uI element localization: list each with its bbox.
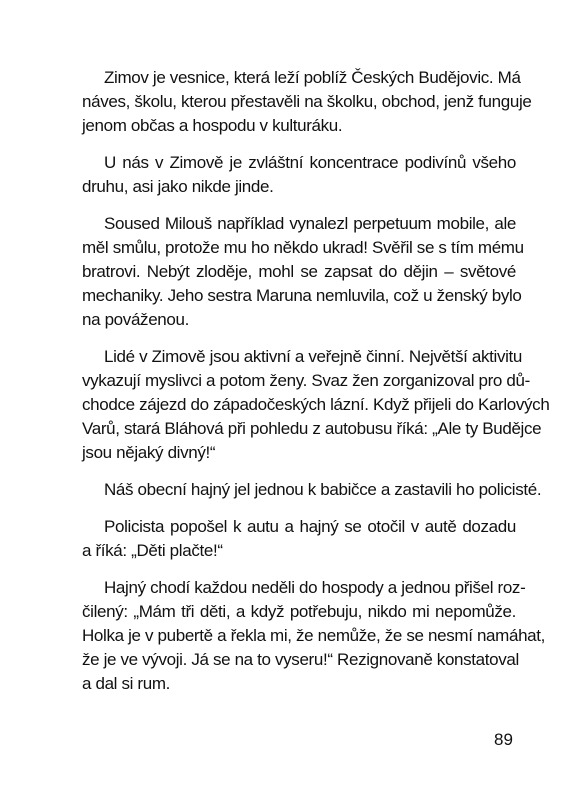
page-number: 89 xyxy=(494,730,513,749)
text-line: Policista popošel k autu a hajný se otočil v autě dozadu xyxy=(104,517,516,536)
text-line: měl smůlu, protože mu ho někdo ukrad! Svěřil se s tím mému xyxy=(82,238,524,257)
text-line: Hajný chodí každou neděli do hospody a jednou přišel roz- xyxy=(104,578,526,597)
body-text xyxy=(82,66,550,709)
text-line: a říká: „Děti plačte!“ xyxy=(82,541,223,560)
paragraph xyxy=(82,576,546,696)
text-line: jenom občas a hospodu v kulturáku. xyxy=(82,116,343,135)
text-line: druhu, asi jako nikde jinde. xyxy=(82,177,274,196)
text-line: bratrovi. Nebýt zloděje, mohl se zapsat do dějin – světové xyxy=(82,262,516,281)
text-line: Lidé v Zimově jsou aktivní a veřejně činní. Největší aktivitu xyxy=(104,347,523,366)
text-line: na pováženou. xyxy=(82,310,189,329)
paragraph xyxy=(82,66,532,138)
paragraph xyxy=(82,515,516,563)
text-line: náves, školu, kterou přestavěli na školku, obchod, jenž funguje xyxy=(82,92,532,111)
paragraph xyxy=(82,151,516,199)
text-line: a dal si rum. xyxy=(82,674,171,693)
paragraph xyxy=(82,212,524,332)
paragraph xyxy=(82,478,542,502)
text-line: chodce zájezd do západočeských lázní. Když přijeli do Karlových xyxy=(82,395,550,414)
text-line: že je ve vývoji. Já se na to vyseru!“ Rezignovaně konstatoval xyxy=(82,650,519,669)
text-line: jsou nějaký divný!“ xyxy=(82,443,216,462)
text-line: Varů, stará Bláhová při pohledu z autobusu říká: „Ale ty Budějce xyxy=(82,419,542,438)
text-line: Náš obecní hajný jel jednou k babičce a zastavili ho policisté. xyxy=(104,480,542,499)
text-line: Zimov je vesnice, která leží poblíž Českých Budějovic. Má xyxy=(104,68,521,87)
text-line: Soused Milouš například vynalezl perpetuum mobile, ale xyxy=(104,214,516,233)
text-line: vykazují myslivci a potom ženy. Svaz žen zorganizoval pro dů- xyxy=(82,371,530,390)
paragraph xyxy=(82,345,550,465)
text-line: U nás v Zimově je zvláštní koncentrace podivínů všeho xyxy=(104,153,516,172)
text-line: čilený: „Mám tři děti, a když potřebuju, nikdo mi nepomůže. xyxy=(82,602,516,621)
text-line: mechaniky. Jeho sestra Maruna nemluvila, což u ženský bylo xyxy=(82,286,522,305)
text-line: Holka je v pubertě a řekla mi, že nemůže, že se nesmí namáhat, xyxy=(82,626,546,645)
